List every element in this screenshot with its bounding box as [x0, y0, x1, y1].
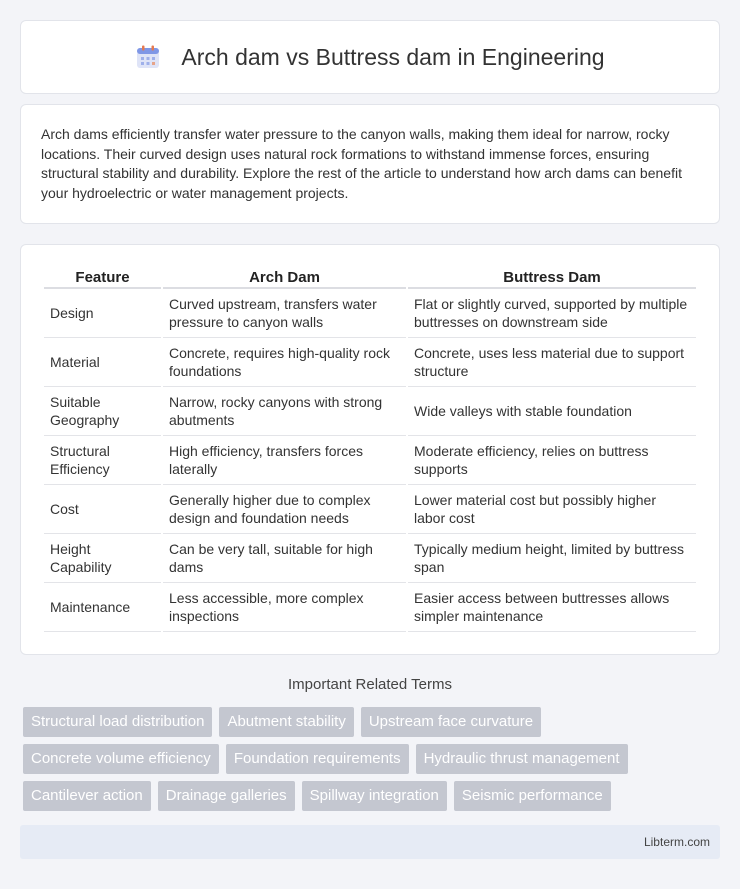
intro-card — [20, 104, 720, 224]
term-tag[interactable]: Seismic performance — [454, 781, 611, 811]
feature-cell: Maintenance — [44, 583, 161, 632]
feature-cell: Height Capability — [44, 534, 161, 583]
footer-site-link[interactable]: Libterm.com — [643, 835, 710, 849]
term-tag[interactable]: Foundation requirements — [226, 744, 409, 774]
arch-cell: Curved upstream, transfers water pressure to canyon walls — [163, 289, 406, 338]
tag-row — [23, 781, 723, 811]
intro-paragraph: Arch dams efficiently transfer water pressure to the canyon walls, making them ideal for narrow, rocky locations. Their curved design uses natural rock formations to withstand immense forces, ensuring structural stability and durability. Explore the rest of the article to understand how arch dams can benefit your hydroelectric or water management projects. — [41, 126, 682, 201]
tag-row — [23, 707, 723, 737]
term-tag[interactable]: Upstream face curvature — [361, 707, 541, 737]
term-tag[interactable]: Hydraulic thrust management — [416, 744, 628, 774]
arch-cell: Less accessible, more complex inspections — [163, 583, 406, 632]
footer — [20, 825, 720, 859]
table-row — [44, 583, 696, 632]
table-row — [44, 436, 696, 485]
buttress-cell: Moderate efficiency, relies on buttress supports — [408, 436, 696, 485]
feature-cell: Structural Efficiency — [44, 436, 161, 485]
buttress-cell: Flat or slightly curved, supported by multiple buttresses on downstream side — [408, 289, 696, 338]
term-tag[interactable]: Structural load distribution — [23, 707, 212, 737]
table-row — [44, 485, 696, 534]
feature-cell: Cost — [44, 485, 161, 534]
comparison-card — [20, 244, 720, 655]
buttress-cell: Lower material cost but possibly higher labor cost — [408, 485, 696, 534]
arch-cell: Can be very tall, suitable for high dams — [163, 534, 406, 583]
table-row — [44, 387, 696, 436]
header-buttress-dam: Buttress Dam — [408, 265, 696, 289]
related-terms-title: Important Related Terms — [288, 676, 452, 693]
page-title: Arch dam vs Buttress dam in Engineering — [181, 43, 605, 70]
buttress-cell: Typically medium height, limited by buttress span — [408, 534, 696, 583]
term-tag[interactable]: Concrete volume efficiency — [23, 744, 219, 774]
comparison-table — [42, 265, 698, 632]
feature-cell: Design — [44, 289, 161, 338]
buttress-cell: Concrete, uses less material due to support structure — [408, 338, 696, 387]
arch-cell: Narrow, rocky canyons with strong abutments — [163, 387, 406, 436]
term-tag[interactable]: Abutment stability — [219, 707, 353, 737]
header-feature: Feature — [44, 265, 161, 289]
feature-cell: Suitable Geography — [44, 387, 161, 436]
arch-cell: Generally higher due to complex design and foundation needs — [163, 485, 406, 534]
table-row — [44, 338, 696, 387]
buttress-cell: Easier access between buttresses allows simpler maintenance — [408, 583, 696, 632]
arch-cell: Concrete, requires high-quality rock foundations — [163, 338, 406, 387]
feature-cell: Material — [44, 338, 161, 387]
buttress-cell: Wide valleys with stable foundation — [408, 387, 696, 436]
header-arch-dam: Arch Dam — [163, 265, 406, 289]
related-terms-list — [23, 707, 723, 818]
term-tag[interactable]: Spillway integration — [302, 781, 447, 811]
table-header-row — [44, 265, 696, 289]
arch-cell: High efficiency, transfers forces laterally — [163, 436, 406, 485]
term-tag[interactable]: Drainage galleries — [158, 781, 295, 811]
title-card — [20, 20, 720, 94]
calendar-icon — [135, 44, 161, 70]
table-row — [44, 534, 696, 583]
tag-row — [23, 744, 723, 774]
term-tag[interactable]: Cantilever action — [23, 781, 151, 811]
table-row — [44, 289, 696, 338]
